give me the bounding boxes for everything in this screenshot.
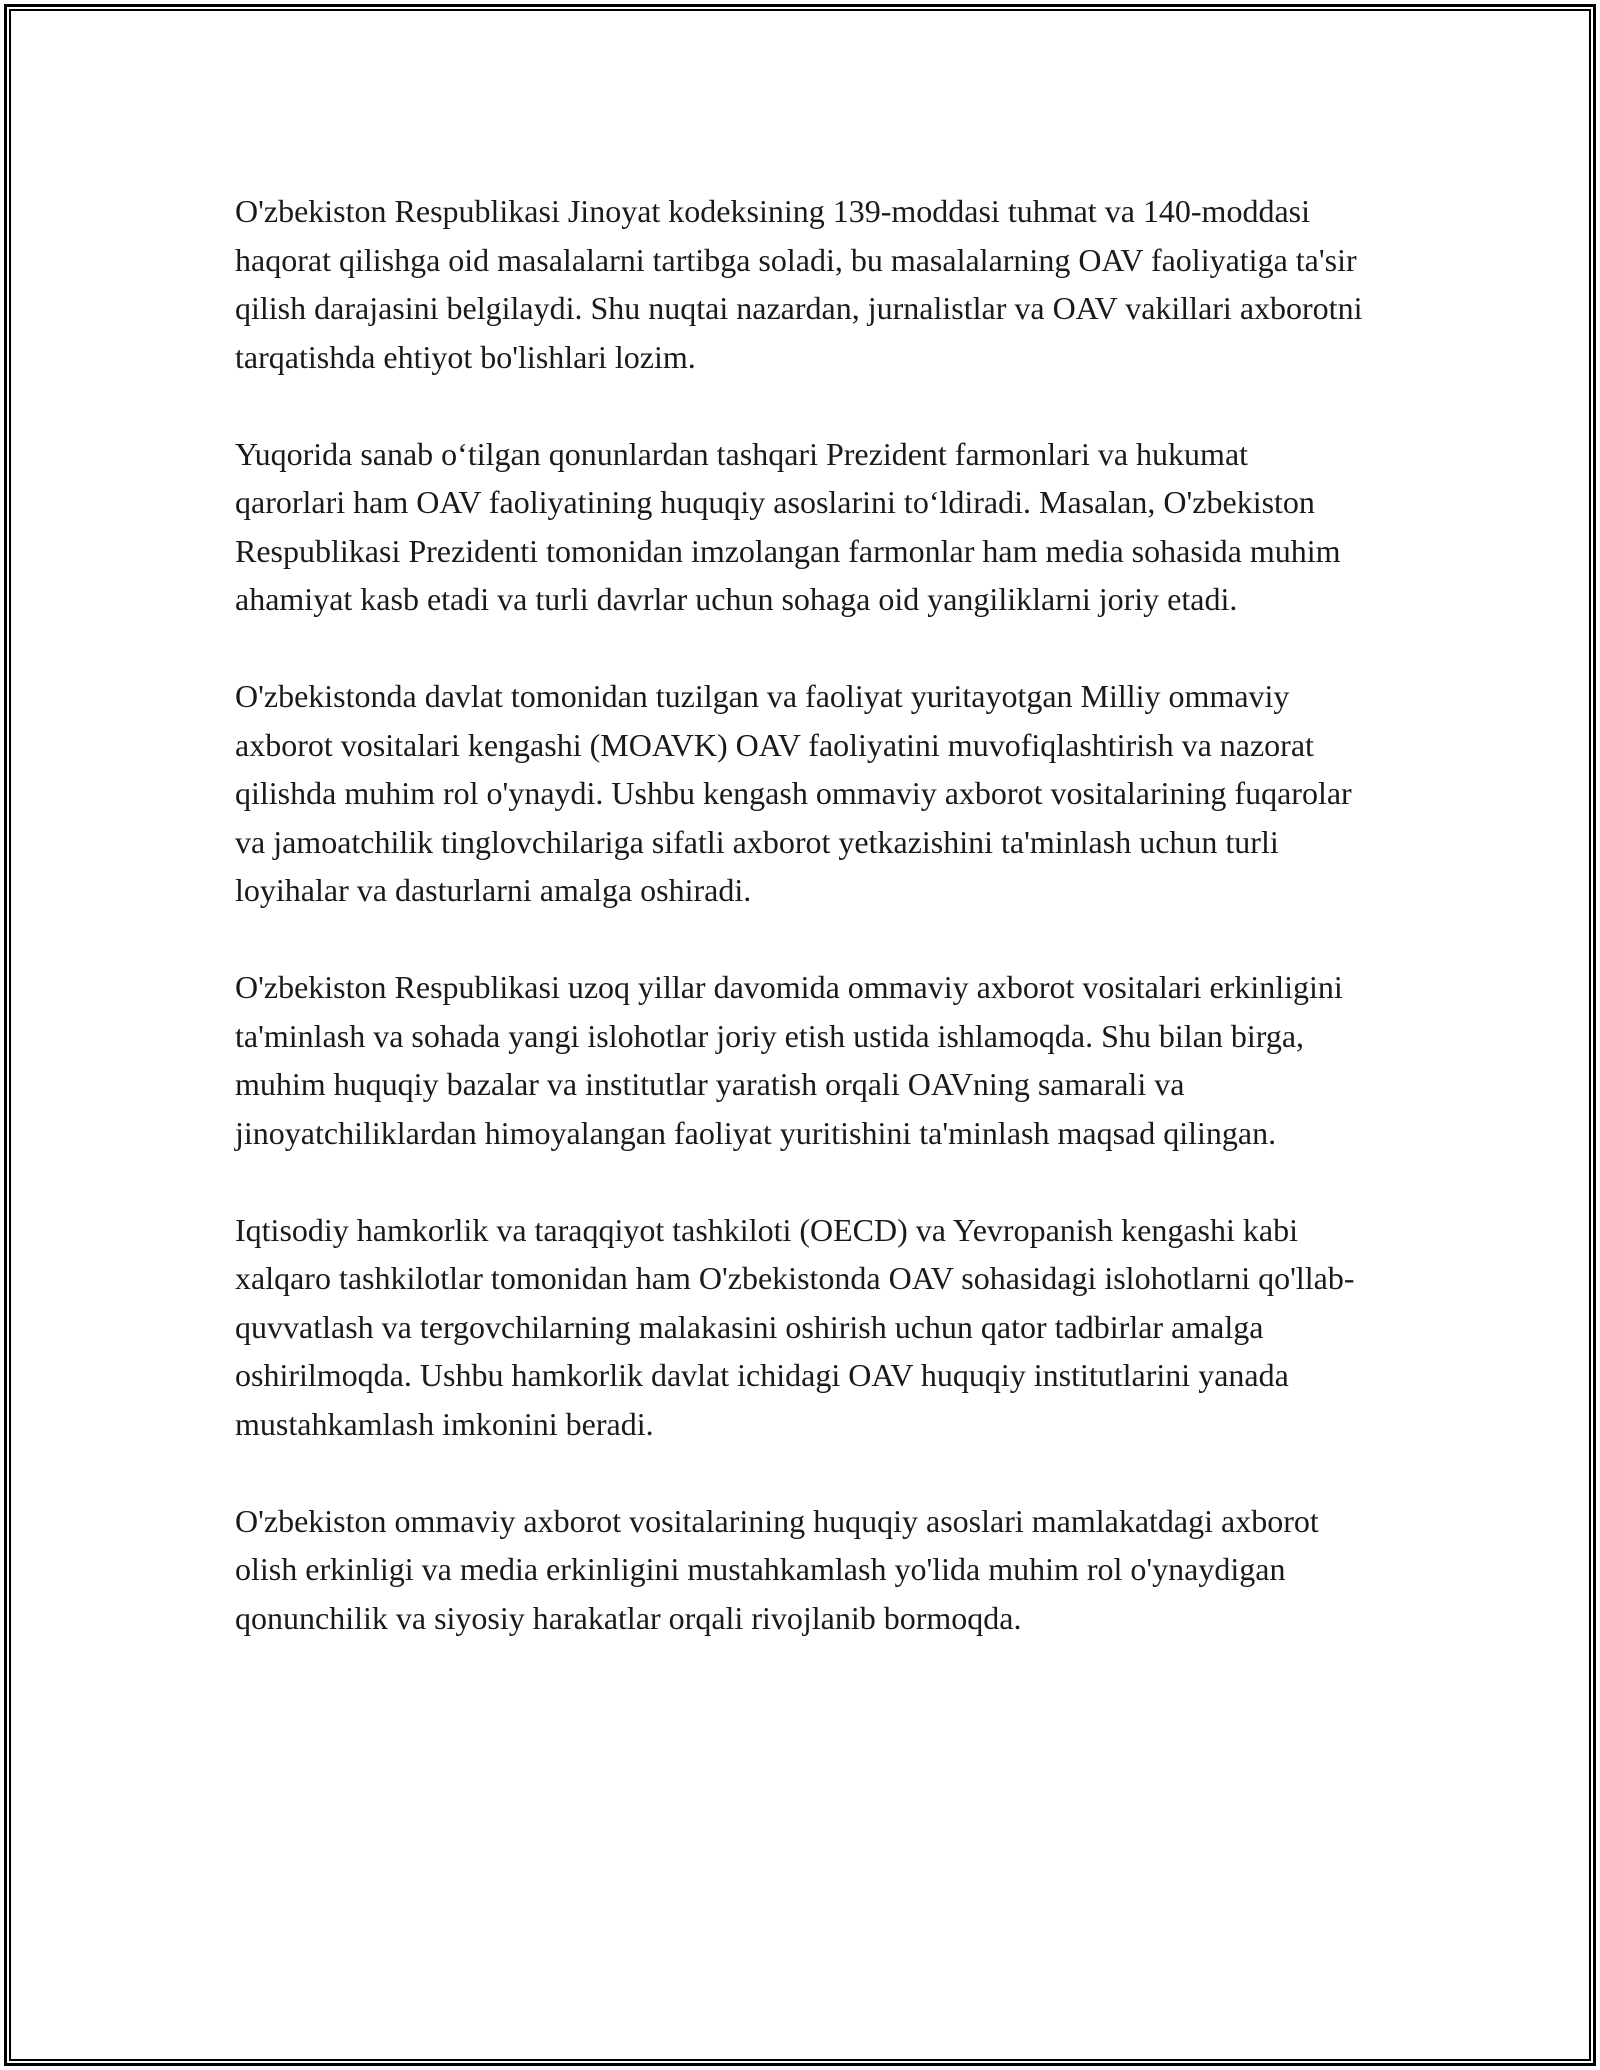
paragraph-4: O'zbekiston Respublikasi uzoq yillar davomida ommaviy axborot vositalari erkinligini ta'minlash va sohada yangi islohotlar joriy etish ustida ishlamoqda. Shu bilan birga, muhim huquqiy bazalar va institutlar yaratish orqali OAVning samarali va jinoyatchiliklardan himoyalangan faoliyat yuritishini ta'minlash maqsad qilingan.: [235, 969, 1343, 1151]
document-body: [235, 187, 1365, 1642]
paragraph-6: O'zbekiston ommaviy axborot vositalarining huquqiy asoslari mamlakatdagi axborot olish erkinligi va media erkinligini mustahkamlash yo'lida muhim rol o'ynaydigan qonunchilik va siyosiy harakatlar orqali rivojlanib bormoqda.: [235, 1502, 1319, 1636]
paragraph-1: O'zbekiston Respublikasi Jinoyat kodeksining 139-moddasi tuhmat va 140-moddasi haqorat qilishga oid masalalarni tartibga soladi, bu masalalarning OAV faoliyatiga ta'sir qilish darajasini belgilaydi. Shu nuqtai nazardan, jurnalistlar va OAV vakillari axborotni tarqatishda ehtiyot bo'lishlari lozim.: [235, 193, 1363, 375]
paragraph-2: Yuqorida sanab o‘tilgan qonunlardan tashqari Prezident farmonlari va hukumat qarorlari ham OAV faoliyatining huquqiy asoslarini to‘ldiradi. Masalan, O'zbekiston Respublikasi Prezidenti tomonidan imzolangan farmonlar ham media sohasida muhim ahamiyat kasb etadi va turli davrlar uchun sohaga oid yangiliklarni joriy etadi.: [235, 435, 1341, 617]
paragraph-3: O'zbekistonda davlat tomonidan tuzilgan va faoliyat yuritayotgan Milliy ommaviy axborot vositalari kengashi (MOAVK) OAV faoliyatini muvofiqlashtirish va nazorat qilishda muhim rol o'ynaydi. Ushbu kengash ommaviy axborot vositalarining fuqarolar va jamoatchilik tinglovchilariga sifatli axborot yetkazishini ta'minlash uchun turli loyihalar va dasturlarni amalga oshiradi.: [235, 678, 1352, 908]
paragraph-5: Iqtisodiy hamkorlik va taraqqiyot tashkiloti (OECD) va Yevropanish kengashi kabi xalqaro tashkilotlar tomonidan ham O'zbekistonda OAV sohasidagi islohotlarni qo'llab-quvvatlash va tergovchilarning malakasini oshirish uchun qator tadbirlar amalga oshirilmoqda. Ushbu hamkorlik davlat ichidagi OAV huquqiy institutlarini yanada mustahkamlash imkonini beradi.: [235, 1211, 1355, 1442]
